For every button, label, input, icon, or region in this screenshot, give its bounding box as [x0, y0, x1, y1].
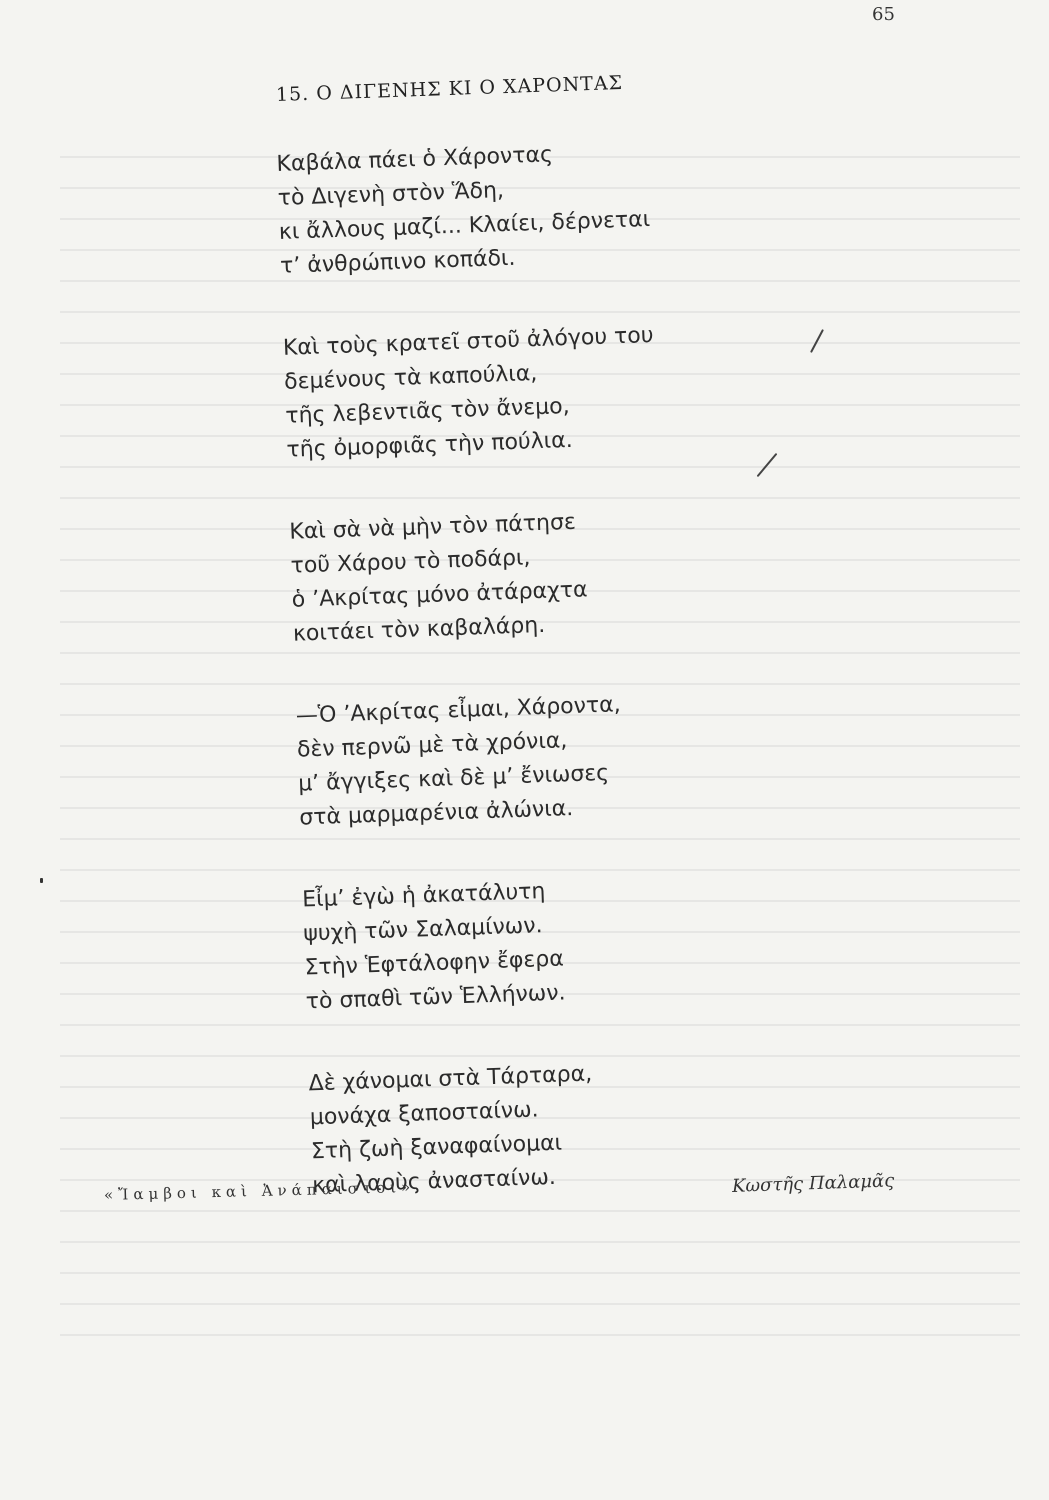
stanza — [276, 133, 700, 284]
stanza — [289, 501, 713, 652]
poem-line: Εἶμ’ ἐγὼ ἡ ἀκατάλυτη — [301, 879, 546, 913]
stanza — [282, 317, 706, 468]
poem-line: ὁ ’Ακρίτας μόνο ἀτάραχτα — [291, 577, 588, 613]
poem-line: —Ὁ ’Ακρίτας εἶμαι, Χάροντα, — [295, 692, 622, 729]
poem-line: Δὲ χάνομαι στὰ Τάρταρα, — [308, 1061, 593, 1097]
poem-line: στὰ μαρμαρένια ἀλώνια. — [298, 796, 574, 831]
poem-line: καὶ λαοὺς ἀνασταίνω. — [311, 1164, 557, 1199]
author-name: Κωστῆς Παλαμᾶς — [731, 1170, 895, 1197]
stanza — [295, 685, 719, 836]
pencil-mark — [757, 453, 778, 477]
poem-line: τῆς λεβεντιᾶς τὸν ἄνεμο, — [284, 393, 571, 429]
poem-line: τ’ ἀνθρώπινο κοπάδι. — [279, 245, 516, 279]
poem-line: ψυχὴ τῶν Σαλαμίνων. — [303, 913, 543, 947]
poem-body — [276, 133, 734, 1251]
poem-line: τὸ Διγενὴ στὸν Ἅδη, — [277, 178, 505, 211]
poem-line: δὲν περνῶ μὲ τὰ χρόνια, — [296, 728, 568, 763]
poem-line: Στὴ ζωὴ ξαναφαίνομαι — [310, 1130, 563, 1165]
poem-line: μονάχα ξαποσταίνω. — [309, 1097, 539, 1131]
poem-line: Καὶ σὰ νὰ μὴν τὸν πάτησε — [288, 509, 577, 545]
poem-line: τὸ σπαθὶ τῶν Ἑλλήνων. — [305, 980, 566, 1015]
stanza — [302, 869, 726, 1020]
source-citation: «Ἴαμβοι καὶ Ἀνάπαιστοι» — [103, 1177, 416, 1204]
poem-line: δεμένους τὰ καπούλια, — [283, 361, 538, 395]
poem-title: 15. Ο ΔΙΓΕΝΗΣ ΚΙ Ο ΧΑΡΟΝΤΑΣ — [275, 71, 624, 106]
page-number: 65 — [872, 4, 895, 25]
poem-line: μ’ ἄγγιξες καὶ δὲ μ’ ἔνιωσες — [297, 760, 610, 797]
pencil-mark — [810, 329, 824, 353]
poem-line: τοῦ Χάρου τὸ ποδάρι, — [290, 545, 531, 579]
ink-speck — [40, 878, 43, 883]
poem-line: κοιτάει τὸν καβαλάρη. — [292, 612, 546, 647]
poem-line: Καὶ τοὺς κρατεῖ στοῦ ἀλόγου του — [282, 322, 654, 361]
poem-line: Καβάλα πάει ὁ Χάροντας — [276, 142, 554, 177]
poem-line: Στὴν Ἑφτάλοφην ἔφερα — [304, 946, 565, 981]
poem-line: κι ἄλλους μαζί... Κλαίει, δέρνεται — [278, 206, 651, 245]
poem-line: τῆς ὀμορφιᾶς τὴν πούλια. — [286, 427, 574, 463]
